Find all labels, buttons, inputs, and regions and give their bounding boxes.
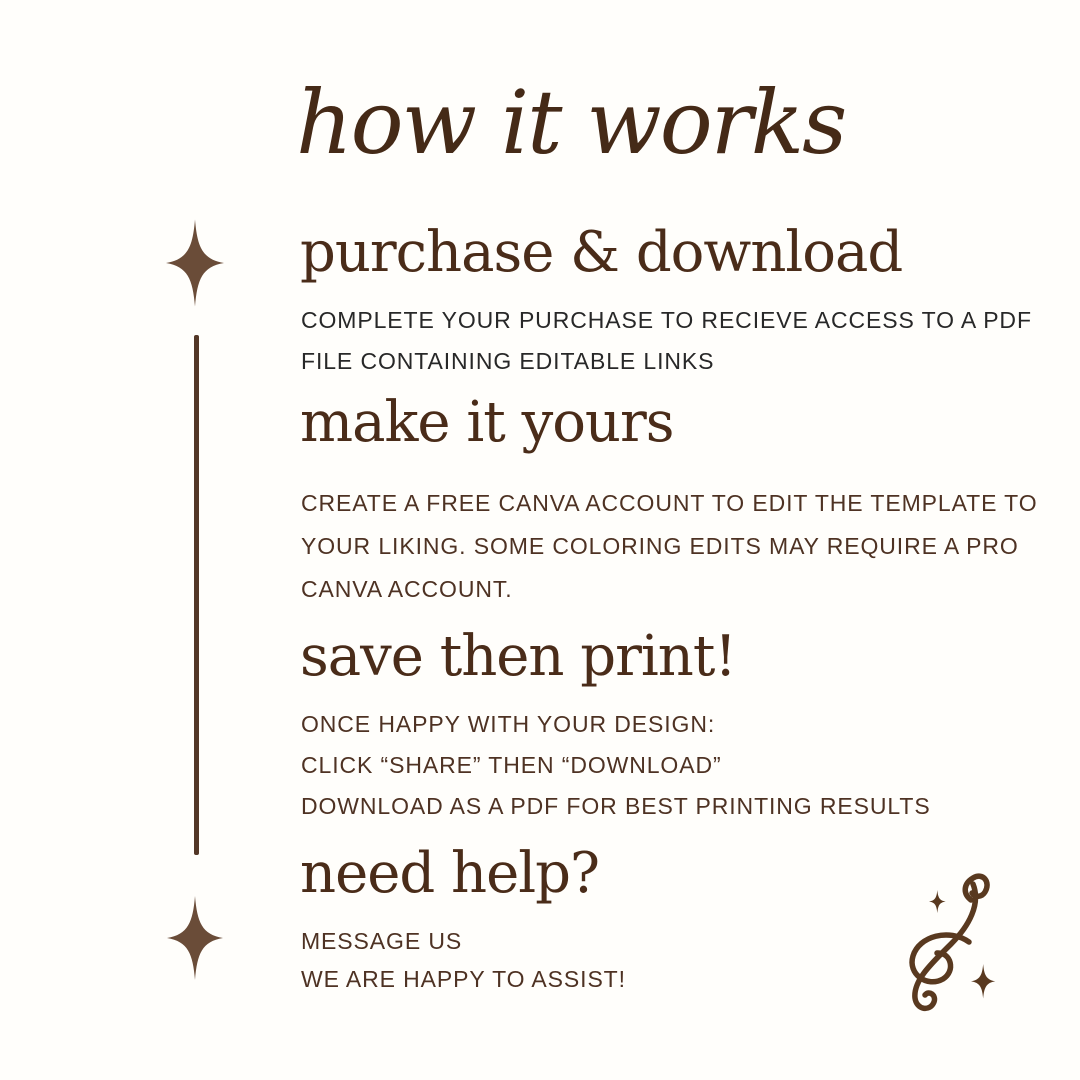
body-line: FILE CONTAINING EDITABLE LINKS <box>301 348 715 374</box>
sparkle-star-icon <box>166 217 224 309</box>
section-heading-need-help: need help? <box>300 841 599 906</box>
body-line: WE ARE HAPPY TO ASSIST! <box>301 966 626 992</box>
body-line: CANVA ACCOUNT. <box>301 576 513 602</box>
section-body-save-then-print <box>301 704 931 827</box>
sparkle-star-icon <box>167 893 223 983</box>
body-line: ONCE HAPPY WITH YOUR DESIGN: <box>301 711 716 737</box>
sparkle-star-icon <box>971 964 995 999</box>
sparkle-star-icon <box>929 890 946 913</box>
section-heading-save-then-print: save then print! <box>300 624 736 689</box>
section-body-make-it-yours <box>301 482 1038 611</box>
body-line: DOWNLOAD AS A PDF FOR BEST PRINTING RESULTS <box>301 793 931 819</box>
body-line: YOUR LIKING. SOME COLORING EDITS MAY REQUIRE A PRO <box>301 533 1019 559</box>
page-title: how it works <box>296 71 846 174</box>
script-s-glyph <box>912 876 987 1008</box>
section-heading-make-it-yours: make it yours <box>300 390 674 455</box>
monogram-logo <box>885 860 1015 1020</box>
section-body-need-help <box>301 922 626 998</box>
body-line: CREATE A FREE CANVA ACCOUNT TO EDIT THE TEMPLATE TO <box>301 490 1038 516</box>
vertical-divider-line <box>194 335 199 855</box>
body-line: MESSAGE US <box>301 928 463 954</box>
body-line: COMPLETE YOUR PURCHASE TO RECIEVE ACCESS TO A PDF <box>301 307 1032 333</box>
section-body-purchase-download <box>301 300 1032 382</box>
body-line: CLICK “SHARE” THEN “DOWNLOAD” <box>301 752 722 778</box>
section-heading-purchase-download: purchase & download <box>300 220 903 285</box>
